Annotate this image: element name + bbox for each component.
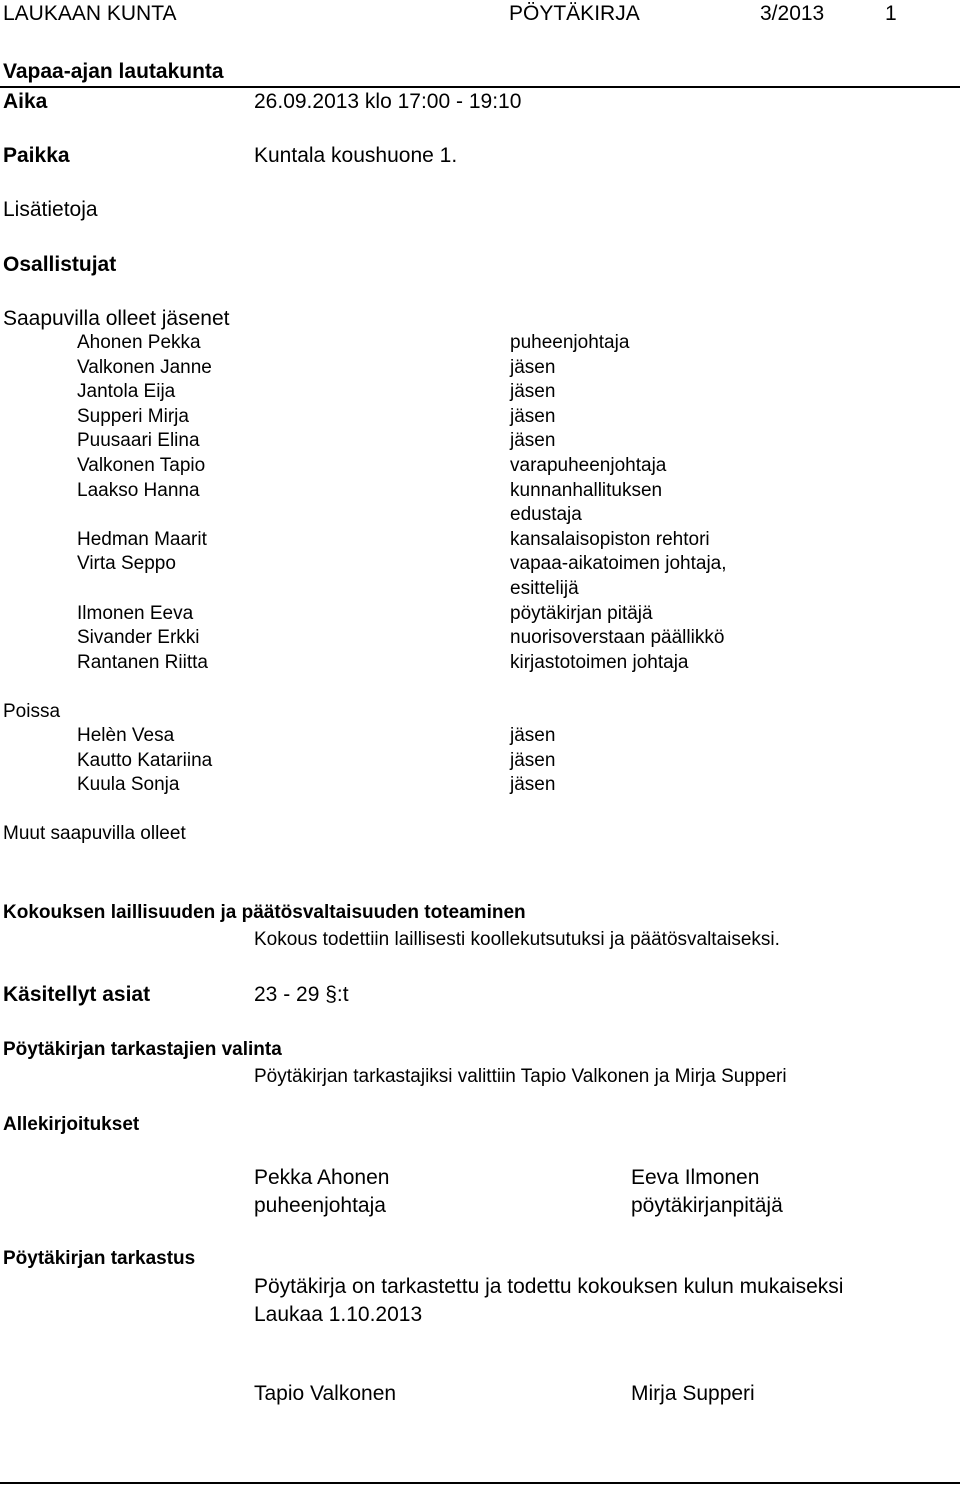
member-role: pöytäkirjan pitäjä (510, 602, 653, 624)
member-role: jäsen (510, 356, 556, 378)
time-value: 26.09.2013 klo 17:00 - 19:10 (254, 90, 522, 113)
member-role: jäsen (510, 430, 556, 452)
footer-divider (0, 1482, 960, 1484)
reviewer-1-name: Tapio Valkonen (254, 1382, 397, 1405)
member-role: puheenjohtaja (510, 332, 630, 353)
legality-text: Kokous todettiin laillisesti koollekutsutuksi ja päätösvaltaiseksi. (254, 929, 780, 950)
member-name: Jantola Eija (77, 381, 176, 403)
document-number: 3/2013 (760, 2, 825, 25)
review-text: Pöytäkirja on tarkastettu ja todettu kokouksen kulun mukaiseksi (254, 1275, 844, 1298)
absent-member-name: Helèn Vesa (77, 725, 175, 746)
member-name: Puusaari Elina (77, 430, 200, 452)
member-name: Virta Seppo (77, 553, 176, 575)
member-name (77, 577, 212, 602)
signature-2-name: Eeva Ilmonen (631, 1166, 760, 1189)
signatures-heading: Allekirjoitukset (3, 1114, 140, 1135)
member-role: jäsen (510, 381, 556, 403)
member-role: kunnanhallituksen (510, 479, 663, 501)
member-role: varapuheenjohtaja (510, 454, 667, 476)
member-name: Sivander Erkki (77, 627, 200, 649)
member-name: Laakso Hanna (77, 479, 200, 501)
extra-info-label: Lisätietoja (3, 198, 98, 221)
member-name: Rantanen Riitta (77, 651, 208, 673)
header-divider (0, 86, 960, 88)
absent-member-name: Kuula Sonja (77, 774, 180, 796)
member-name: Ahonen Pekka (77, 332, 201, 353)
handled-items-label: Käsitellyt asiat (3, 983, 151, 1006)
member-role: esittelijä (510, 577, 579, 599)
member-name: Valkonen Janne (77, 356, 212, 378)
place-value: Kuntala koushuone 1. (254, 144, 458, 167)
absent-member-name: Kautto Katariina (77, 749, 213, 771)
present-members-names (77, 331, 212, 675)
document-type: PÖYTÄKIRJA (509, 2, 640, 25)
absent-members-roles (510, 724, 555, 798)
absent-member-role: jäsen (510, 774, 556, 796)
other-attendees-heading: Muut saapuvilla olleet (3, 823, 186, 844)
review-place-date: Laukaa 1.10.2013 (254, 1303, 423, 1326)
member-role: jäsen (510, 405, 556, 427)
absent-member-role: jäsen (510, 725, 556, 746)
member-role: nuorisoverstaan päällikkö (510, 627, 725, 649)
signature-1-name: Pekka Ahonen (254, 1166, 390, 1189)
legality-heading: Kokouksen laillisuuden ja päätösvaltaisuuden toteaminen (3, 902, 526, 923)
handled-items-value: 23 - 29 §:t (254, 983, 349, 1006)
time-label: Aika (3, 90, 48, 113)
member-role: kirjastotoimen johtaja (510, 651, 689, 673)
member-name: Hedman Maarit (77, 528, 207, 550)
place-label: Paikka (3, 144, 70, 167)
member-name: Supperi Mirja (77, 405, 189, 427)
member-name (77, 503, 212, 528)
municipality-name: LAUKAAN KUNTA (3, 2, 177, 25)
reviewers-heading: Pöytäkirjan tarkastajien valinta (3, 1039, 282, 1060)
signature-2-role: pöytäkirjanpitäjä (631, 1194, 783, 1217)
review-heading: Pöytäkirjan tarkastus (3, 1248, 196, 1269)
reviewer-2-name: Mirja Supperi (631, 1382, 755, 1405)
member-role: edustaja (510, 504, 582, 526)
member-role: vapaa-aikatoimen johtaja, (510, 553, 727, 575)
present-members-roles (510, 331, 727, 675)
present-members-heading: Saapuvilla olleet jäsenet (3, 307, 230, 330)
committee-name: Vapaa-ajan lautakunta (3, 60, 224, 83)
reviewers-text: Pöytäkirjan tarkastajiksi valittiin Tapio Valkonen ja Mirja Supperi (254, 1066, 787, 1087)
signature-1-role: puheenjohtaja (254, 1194, 386, 1217)
member-name: Valkonen Tapio (77, 454, 206, 476)
page-number: 1 (885, 2, 897, 25)
member-role: kansalaisopiston rehtori (510, 528, 710, 550)
participants-heading: Osallistujat (3, 253, 117, 276)
absent-heading: Poissa (3, 701, 61, 722)
member-name: Ilmonen Eeva (77, 602, 194, 624)
absent-members-names (77, 724, 212, 798)
absent-member-role: jäsen (510, 749, 556, 771)
